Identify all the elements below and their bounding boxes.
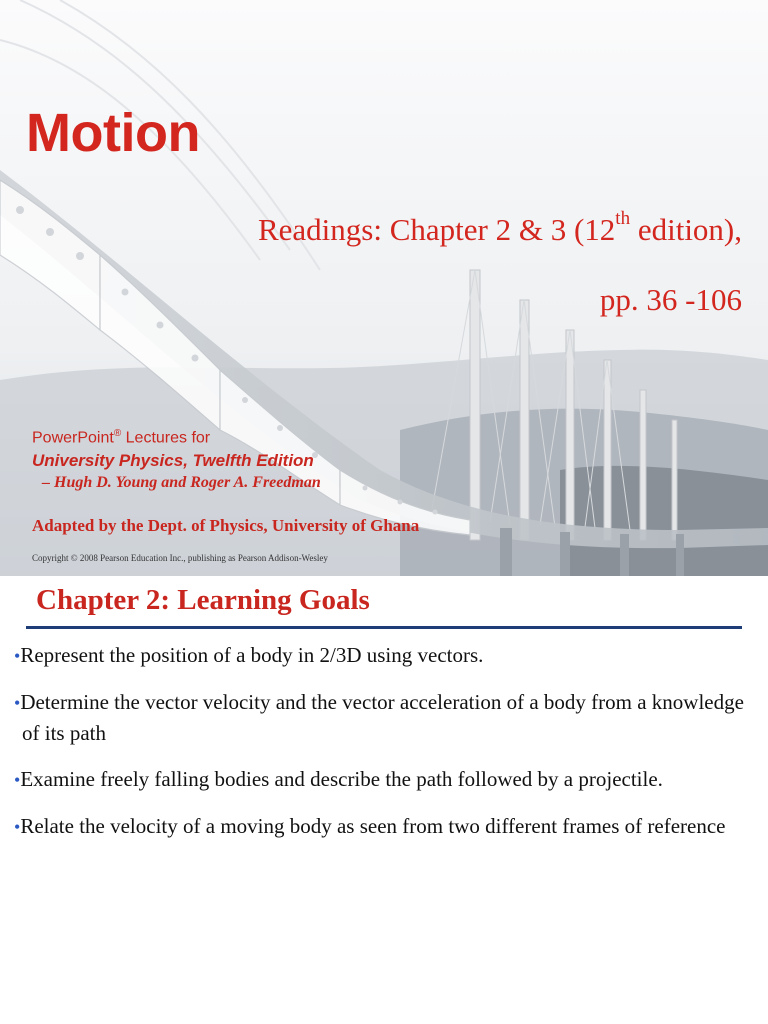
ppt-label: PowerPoint <box>32 429 114 447</box>
goal-item <box>14 811 754 842</box>
registered-mark: ® <box>113 428 122 439</box>
goal-item <box>14 764 754 795</box>
readings-prefix: Readings: Chapter 2 & 3 (12 <box>257 212 616 247</box>
goal-item <box>14 687 754 748</box>
goal-text: Represent the position of a body in 2/3D using vectors. <box>20 643 484 667</box>
goal-text: Relate the velocity of a moving body as seen from two different frames of reference <box>20 814 726 838</box>
bullet-icon: • <box>14 817 21 837</box>
copyright-notice: Copyright © 2008 Pearson Education Inc., publishing as Pearson Addison-Wesley <box>32 553 328 563</box>
goals-list <box>14 640 754 858</box>
bullet-icon: • <box>14 770 21 790</box>
goals-heading: Chapter 2: Learning Goals <box>36 584 370 616</box>
readings-superscript: th <box>615 208 631 229</box>
readings-line <box>257 208 742 248</box>
ppt-suffix: Lectures for <box>121 429 211 447</box>
goal-text: Examine freely falling bodies and describe the path followed by a projectile. <box>20 767 663 791</box>
authors-line: – Hugh D. Young and Roger A. Freedman <box>42 474 321 491</box>
readings-suffix: edition), <box>630 212 742 247</box>
goal-item <box>14 640 754 671</box>
heading-divider <box>26 626 742 629</box>
bullet-icon: • <box>14 646 21 666</box>
book-title: University Physics, Twelfth Edition <box>32 451 314 470</box>
learning-goals-slide <box>0 576 768 1024</box>
slide-title: Motion <box>26 103 200 163</box>
bullet-icon: • <box>14 693 21 713</box>
goal-text: Determine the vector velocity and the vector acceleration of a body from a knowledge of its path <box>20 690 744 745</box>
powerpoint-credit <box>32 428 210 447</box>
adapted-by-line: Adapted by the Dept. of Physics, University of Ghana <box>32 516 420 535</box>
page-range: pp. 36 -106 <box>599 282 742 317</box>
